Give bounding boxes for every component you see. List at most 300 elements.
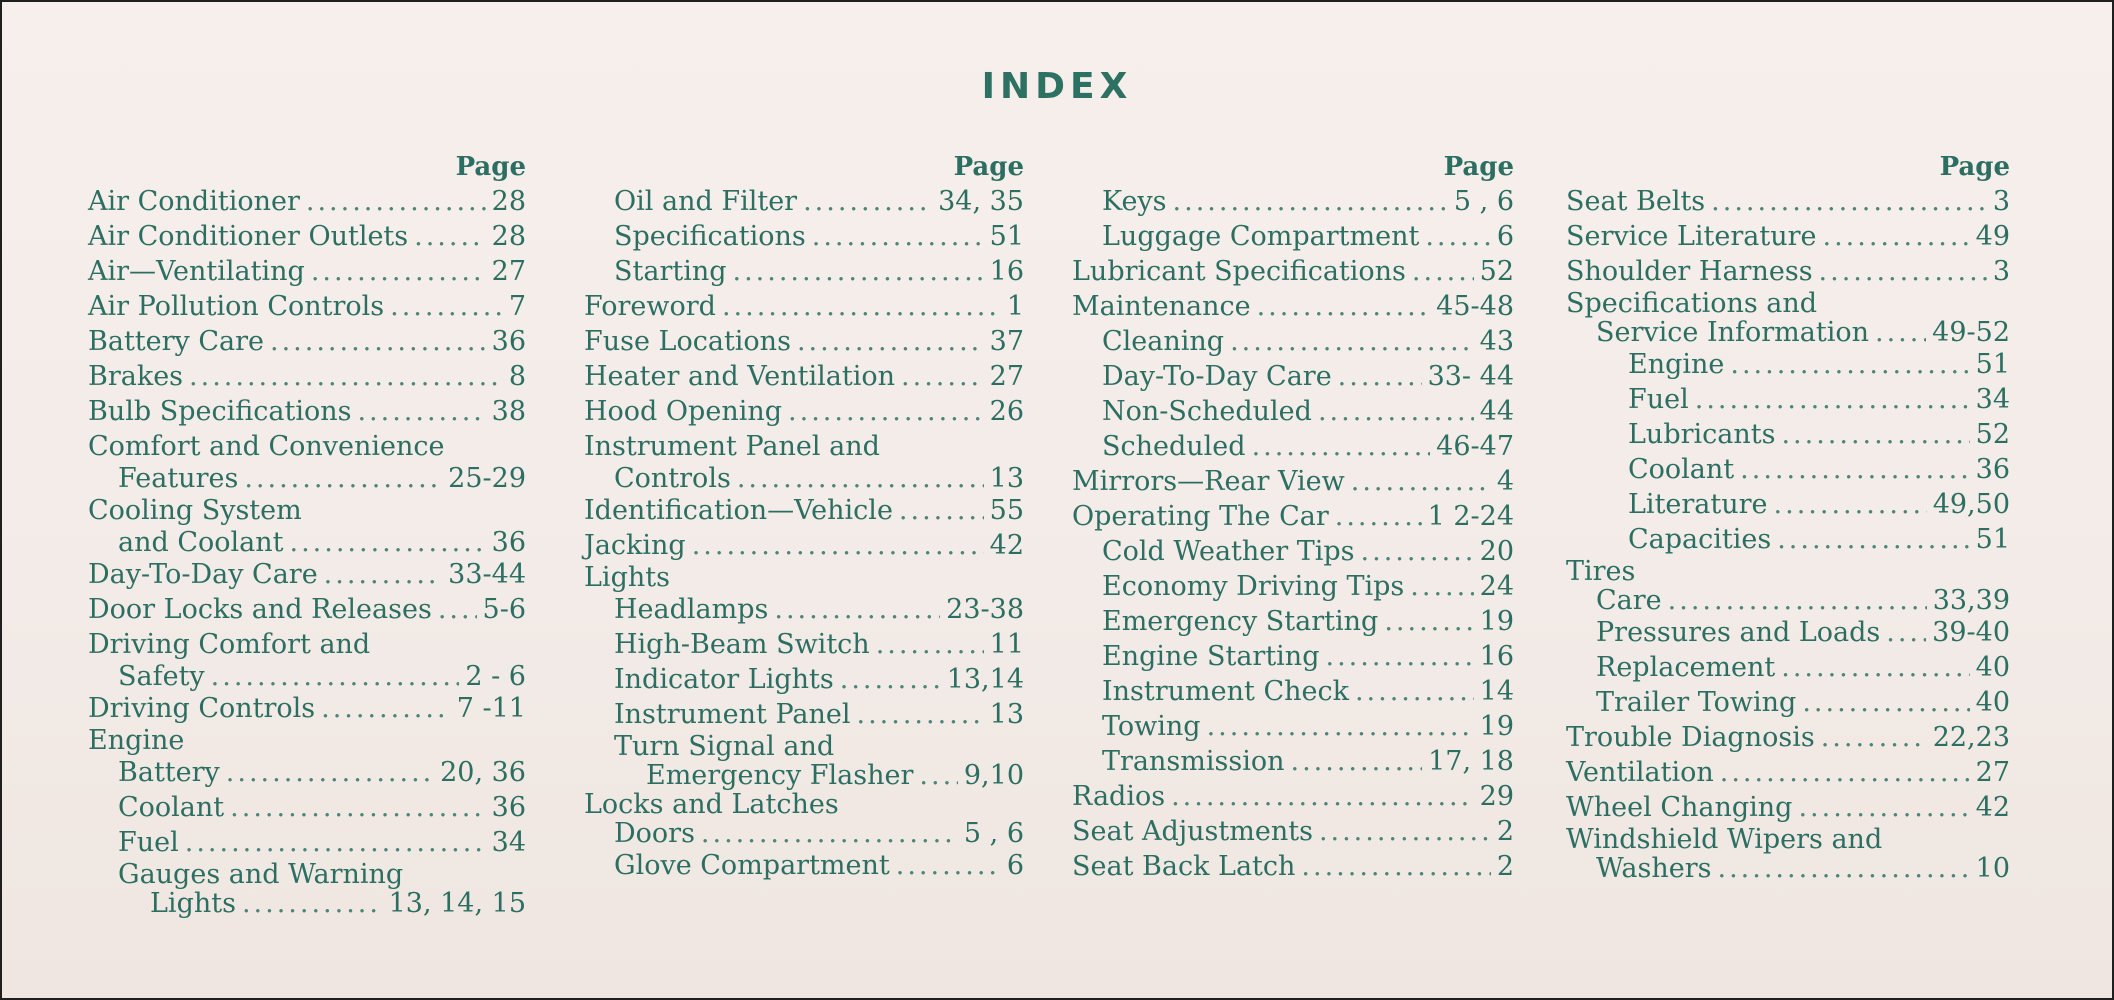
index-entry-page: 42 (1975, 792, 2010, 823)
index-entry-page: 11 (989, 629, 1024, 660)
index-entry-page: 34 (491, 827, 526, 858)
index-entry-page: 17, 18 (1428, 746, 1514, 777)
index-entry-label: Seat Back Latch (1072, 851, 1296, 882)
index-entry-page: 9,10 (963, 760, 1024, 791)
index-column-3 (1072, 150, 1514, 884)
index-entry-page: 13,14 (946, 664, 1024, 695)
index-entry-label: Transmission (1102, 746, 1285, 777)
index-entry-page: 13 (989, 699, 1024, 730)
index-entry-page: 5 , 6 (1453, 186, 1514, 217)
index-entry-page: 16 (1479, 641, 1514, 672)
index-entry-page: 51 (1975, 349, 2010, 380)
index-entry (584, 819, 1024, 848)
dot-leader (1425, 219, 1491, 254)
index-entry-page: 3 (1992, 256, 2010, 287)
index-entry-page: 26 (989, 396, 1024, 427)
dot-leader (185, 825, 486, 860)
page-column-header: Page (953, 152, 1024, 182)
index-entry-page: 55 (989, 495, 1024, 526)
index-entry-label: Glove Compartment (614, 850, 890, 881)
index-entry (88, 825, 526, 860)
index-entry-label: Day-To-Day Care (88, 559, 318, 590)
index-entry (1072, 779, 1514, 814)
dot-leader (321, 691, 451, 726)
index-entry-label: Driving Controls (88, 693, 316, 724)
index-entry-label: Windshield Wipers and (1566, 824, 1883, 855)
index-entry-label: Locks and Latches (584, 789, 839, 820)
index-entry-page: 6 (1006, 850, 1024, 881)
index-entry (584, 429, 1024, 464)
index-entry (88, 219, 526, 254)
index-entry-label: Trouble Diagnosis (1566, 722, 1815, 753)
index-entry-page: 27 (1975, 757, 2010, 788)
index-entry (1072, 814, 1514, 849)
index-entry-label: Trailer Towing (1596, 687, 1797, 718)
dot-leader (230, 790, 485, 825)
index-entry-label: Doors (614, 818, 695, 849)
dot-leader (357, 394, 485, 429)
index-entry-page: 2 (1496, 816, 1514, 847)
index-entry (584, 493, 1024, 528)
index-entry-label: Indicator Lights (614, 664, 834, 695)
index-entry-page: 28 (491, 186, 526, 217)
dot-leader (1711, 184, 1987, 219)
index-entry-page: 10 (1975, 853, 2010, 884)
dot-leader (876, 627, 984, 662)
index-entry (88, 254, 526, 289)
dot-leader (1821, 720, 1927, 755)
index-entry-label: Gauges and Warning (118, 859, 404, 890)
index-entry-page: 27 (989, 361, 1024, 392)
index-entry (88, 464, 526, 493)
index-entry-page: 23-38 (946, 594, 1024, 625)
index-entry-page: 34 (1975, 384, 2010, 415)
index-entry-label: Wheel Changing (1566, 792, 1793, 823)
dot-leader (311, 254, 486, 289)
index-entry-page: 24 (1479, 571, 1514, 602)
dot-leader (857, 697, 984, 732)
index-entry (1566, 586, 2010, 615)
index-entry (1072, 849, 1514, 884)
index-entry-label: Specifications and (1566, 288, 1818, 319)
page-column-header: Page (1939, 152, 2010, 182)
index-entry-page: 20, 36 (440, 757, 526, 788)
index-entry-label: Care (1596, 585, 1662, 616)
index-entry (584, 394, 1024, 429)
index-entry (88, 790, 526, 825)
dot-leader (1338, 359, 1422, 394)
dot-leader (1774, 487, 1927, 522)
index-entry-page: 51 (989, 221, 1024, 252)
index-entry-page: 28 (491, 221, 526, 252)
dot-leader (1291, 744, 1423, 779)
index-entry-label: Seat Belts (1566, 186, 1706, 217)
index-entry-page: 20 (1479, 536, 1514, 567)
dot-leader (1802, 685, 1969, 720)
index-entry (1072, 359, 1514, 394)
index-entry (584, 184, 1024, 219)
index-entry (584, 563, 1024, 592)
index-entry (1072, 464, 1514, 499)
index-entry (1072, 499, 1514, 534)
index-entry (1566, 254, 2010, 289)
index-entry-label: High-Beam Switch (614, 629, 870, 660)
dot-leader (1695, 382, 1970, 417)
index-entry-page: 19 (1479, 606, 1514, 637)
index-entry-label: Features (118, 463, 239, 494)
dot-leader (226, 755, 434, 790)
index-entry (584, 627, 1024, 662)
index-entry (584, 464, 1024, 493)
index-entry (1072, 534, 1514, 569)
dot-leader (1301, 849, 1490, 884)
index-entry-label: Door Locks and Releases (88, 594, 432, 625)
index-entry-page: 36 (491, 326, 526, 357)
index-entry (1072, 254, 1514, 289)
dot-leader (270, 324, 486, 359)
dot-leader (306, 184, 486, 219)
page-title: INDEX (981, 66, 1133, 107)
index-entry (1566, 755, 2010, 790)
index-entry (88, 359, 526, 394)
index-entry-page: 38 (491, 396, 526, 427)
index-entry-label: Air Conditioner (88, 186, 300, 217)
index-entry-label: Comfort and Convenience (88, 431, 445, 462)
index-entry (88, 755, 526, 790)
dot-leader (324, 557, 442, 592)
dot-leader (1886, 615, 1926, 650)
dot-leader (1252, 429, 1431, 464)
index-entry (1566, 854, 2010, 883)
index-entry-page: 2 - 6 (465, 661, 526, 692)
dot-leader (840, 662, 941, 697)
dot-leader (1798, 790, 1969, 825)
index-entry-label: Fuel (1628, 384, 1689, 415)
index-entry-label: Identification—Vehicle (584, 495, 893, 526)
dot-leader (1355, 674, 1474, 709)
index-entry-label: Capacities (1628, 524, 1772, 555)
index-entry-page: 46-47 (1436, 431, 1514, 462)
index-column-2 (584, 150, 1024, 883)
index-entry (1072, 184, 1514, 219)
index-entry-page: 6 (1496, 221, 1514, 252)
dot-leader (774, 592, 940, 627)
dot-leader (1361, 534, 1474, 569)
index-entry-page: 27 (491, 256, 526, 287)
index-entry-page: 39-40 (1932, 617, 2010, 648)
index-entry (1566, 382, 2010, 417)
index-entry (1072, 569, 1514, 604)
index-entry (1072, 744, 1514, 779)
index-entry-label: Controls (614, 463, 731, 494)
index-entry (1566, 487, 2010, 522)
index-entry-page: 33-44 (448, 559, 526, 590)
dot-leader (189, 359, 503, 394)
index-entry-label: Non-Scheduled (1102, 396, 1312, 427)
dot-leader (1230, 324, 1474, 359)
index-entry-page: 49,50 (1932, 489, 2010, 520)
index-entry-label: Brakes (88, 361, 184, 392)
dot-leader (1335, 499, 1422, 534)
index-entry (1566, 720, 2010, 755)
index-entry (1072, 639, 1514, 674)
index-entry-page: 36 (491, 527, 526, 558)
index-entry-page: 40 (1975, 652, 2010, 683)
index-entry-label: Emergency Flasher (646, 760, 914, 791)
index-entry (1566, 615, 2010, 650)
index-entry-label: Service Information (1596, 317, 1869, 348)
index-entry-label: Jacking (584, 530, 686, 561)
index-entry-label: Emergency Starting (1102, 606, 1379, 637)
index-entry-label: Engine Starting (1102, 641, 1320, 672)
dot-leader (1781, 417, 1969, 452)
index-entry-page: 49 (1975, 221, 2010, 252)
index-entry-page: 2 (1496, 851, 1514, 882)
index-entry-page: 25-29 (448, 463, 526, 494)
dot-leader (1257, 289, 1431, 324)
index-entry (1566, 452, 2010, 487)
index-entry-page: 29 (1479, 781, 1514, 812)
index-entry-label: Fuel (118, 827, 179, 858)
index-entry (584, 254, 1024, 289)
index-entry-label: Replacement (1596, 652, 1776, 683)
index-entry-label: Coolant (1628, 454, 1735, 485)
dot-leader (1730, 347, 1969, 382)
index-entry-page: 13, 14, 15 (388, 888, 526, 919)
index-entry-label: Driving Comfort and (88, 629, 371, 660)
index-entry-label: Headlamps (614, 594, 769, 625)
index-entry (88, 184, 526, 219)
dot-leader (1668, 586, 1927, 615)
index-entry (1072, 429, 1514, 464)
index-entry-page: 34, 35 (938, 186, 1024, 217)
index-entry-page: 52 (1479, 256, 1514, 287)
index-entry-label: Bulb Specifications (88, 396, 352, 427)
index-entry-label: Turn Signal and (614, 731, 835, 762)
dot-leader (1351, 464, 1491, 499)
index-entry-page: 40 (1975, 687, 2010, 718)
index-entry-label: Battery Care (88, 326, 265, 357)
index-entry-page: 51 (1975, 524, 2010, 555)
index-entry-page: 1 (1006, 291, 1024, 322)
index-entry (584, 790, 1024, 819)
index-entry-label: Battery (118, 757, 220, 788)
index-entry (88, 493, 526, 528)
dot-leader (899, 493, 984, 528)
index-entry-label: Lights (150, 888, 236, 919)
index-entry (88, 691, 526, 726)
index-entry (88, 592, 526, 627)
index-entry-label: Keys (1102, 186, 1167, 217)
page-column-header: Page (1443, 152, 1514, 182)
dot-leader (1720, 755, 1970, 790)
index-entry-label: Instrument Panel (614, 699, 851, 730)
index-entry-label: Starting (614, 256, 727, 287)
dot-leader (1740, 452, 1969, 487)
index-entry-page: 16 (989, 256, 1024, 287)
index-entry-page: 1 2-24 (1427, 501, 1514, 532)
dot-leader (803, 184, 932, 219)
dot-leader (211, 662, 460, 691)
dot-leader (701, 819, 958, 848)
index-entry (1072, 219, 1514, 254)
index-entry (88, 429, 526, 464)
index-entry (1566, 522, 2010, 557)
index-entry (1566, 219, 2010, 254)
index-entry-page: 5-6 (482, 594, 526, 625)
dot-leader (901, 359, 984, 394)
index-entry-label: Oil and Filter (614, 186, 798, 217)
index-entry (88, 289, 526, 324)
index-entry-label: Economy Driving Tips (1102, 571, 1405, 602)
index-entry-page: 33,39 (1932, 585, 2010, 616)
dot-leader (1171, 779, 1474, 814)
index-entry (584, 528, 1024, 563)
index-entry-page: 42 (989, 530, 1024, 561)
index-entry-page: 43 (1479, 326, 1514, 357)
index-entry (88, 860, 526, 889)
index-entry-label: Washers (1596, 853, 1712, 884)
index-entry-label: Pressures and Loads (1596, 617, 1881, 648)
index-entry-page: 36 (1975, 454, 2010, 485)
dot-leader (812, 219, 984, 254)
index-entry-label: Scheduled (1102, 431, 1246, 462)
index-entry-label: Operating The Car (1072, 501, 1329, 532)
index-entry-page: 7 (508, 291, 526, 322)
index-entry-label: Lights (584, 562, 670, 593)
index-entry-page: 5 , 6 (963, 818, 1024, 849)
index-entry-label: Air Conditioner Outlets (88, 221, 409, 252)
index-entry (88, 557, 526, 592)
index-entry (88, 726, 526, 755)
index-entry-label: Engine (1628, 349, 1725, 380)
index-entry (1566, 825, 2010, 854)
index-entry (1566, 289, 2010, 318)
index-entry (1072, 604, 1514, 639)
dot-leader (737, 464, 984, 493)
page-column-header: Page (455, 152, 526, 182)
dot-leader (1319, 814, 1491, 849)
dot-leader (733, 254, 984, 289)
index-entry-page: 36 (491, 792, 526, 823)
dot-leader (1718, 854, 1970, 883)
index-entry-label: Coolant (118, 792, 225, 823)
index-entry (1072, 324, 1514, 359)
dot-leader (242, 889, 383, 918)
index-entry-label: Cold Weather Tips (1102, 536, 1355, 567)
dot-leader (896, 848, 1001, 883)
index-entry (1566, 790, 2010, 825)
index-entry-label: Cleaning (1102, 326, 1225, 357)
dot-leader (1875, 318, 1926, 347)
index-entry (1566, 650, 2010, 685)
index-entry (1566, 417, 2010, 452)
index-entry-label: Maintenance (1072, 291, 1251, 322)
index-entry-label: Engine (88, 725, 185, 756)
dot-leader (1777, 522, 1969, 557)
index-entry-page: 37 (989, 326, 1024, 357)
index-entry-page: 3 (1992, 186, 2010, 217)
index-entry-label: Foreword (584, 291, 716, 322)
index-entry-label: Instrument Check (1102, 676, 1349, 707)
dot-leader (797, 324, 984, 359)
dot-leader (1781, 650, 1969, 685)
index-entry-label: Service Literature (1566, 221, 1817, 252)
dot-leader (692, 528, 984, 563)
index-entry-label: Instrument Panel and (584, 431, 880, 462)
dot-leader (438, 592, 477, 627)
index-entry-label: Cooling System (88, 495, 302, 526)
index-entry-page: 45-48 (1436, 291, 1514, 322)
dot-leader (1318, 394, 1474, 429)
dot-leader (290, 528, 486, 557)
index-column-4 (1566, 150, 2010, 883)
index-entry (584, 761, 1024, 790)
index-entry-label: Lubricant Specifications (1072, 256, 1406, 287)
dot-leader (1207, 709, 1474, 744)
index-entry-page: 49-52 (1932, 317, 2010, 348)
index-entry-label: Air Pollution Controls (88, 291, 385, 322)
index-entry (1072, 674, 1514, 709)
dot-leader (1325, 639, 1473, 674)
index-entry (584, 848, 1024, 883)
dot-leader (244, 464, 442, 493)
index-entry-page: 22,23 (1932, 722, 2010, 753)
index-entry (584, 592, 1024, 627)
index-entry (1566, 184, 2010, 219)
index-entry (584, 697, 1024, 732)
index-entry (1566, 318, 2010, 347)
index-entry-label: Heater and Ventilation (584, 361, 896, 392)
index-entry-label: Air—Ventilating (88, 256, 305, 287)
index-entry (584, 732, 1024, 761)
index-entry-label: Lubricants (1628, 419, 1776, 450)
index-entry (1072, 289, 1514, 324)
index-entry (88, 394, 526, 429)
dot-leader (414, 219, 486, 254)
index-entry (584, 289, 1024, 324)
index-entry-page: 4 (1496, 466, 1514, 497)
dot-leader (1822, 219, 1969, 254)
index-entry-label: Safety (118, 661, 205, 692)
index-entry-label: Ventilation (1566, 757, 1714, 788)
index-column-1 (88, 150, 526, 918)
index-entry-label: Specifications (614, 221, 806, 252)
index-entry (584, 359, 1024, 394)
index-entry-page: 44 (1479, 396, 1514, 427)
index-entry (1072, 709, 1514, 744)
index-entry-page: 8 (508, 361, 526, 392)
dot-leader (788, 394, 984, 429)
index-entry-label: Radios (1072, 781, 1166, 812)
index-entry (88, 662, 526, 691)
index-entry-page: 52 (1975, 419, 2010, 450)
index-entry (1072, 394, 1514, 429)
index-entry (88, 528, 526, 557)
dot-leader (1410, 569, 1473, 604)
dot-leader (919, 761, 957, 790)
index-entry (1566, 557, 2010, 586)
index-entry-label: Mirrors—Rear View (1072, 466, 1345, 497)
index-entry-page: 14 (1479, 676, 1514, 707)
index-entry-label: Hood Opening (584, 396, 783, 427)
index-entry-label: and Coolant (118, 527, 284, 558)
index-entry-label: Literature (1628, 489, 1768, 520)
index-entry-label: Tires (1566, 556, 1636, 587)
index-entry-label: Seat Adjustments (1072, 816, 1313, 847)
index-entry-label: Towing (1102, 711, 1201, 742)
index-entry (88, 627, 526, 662)
